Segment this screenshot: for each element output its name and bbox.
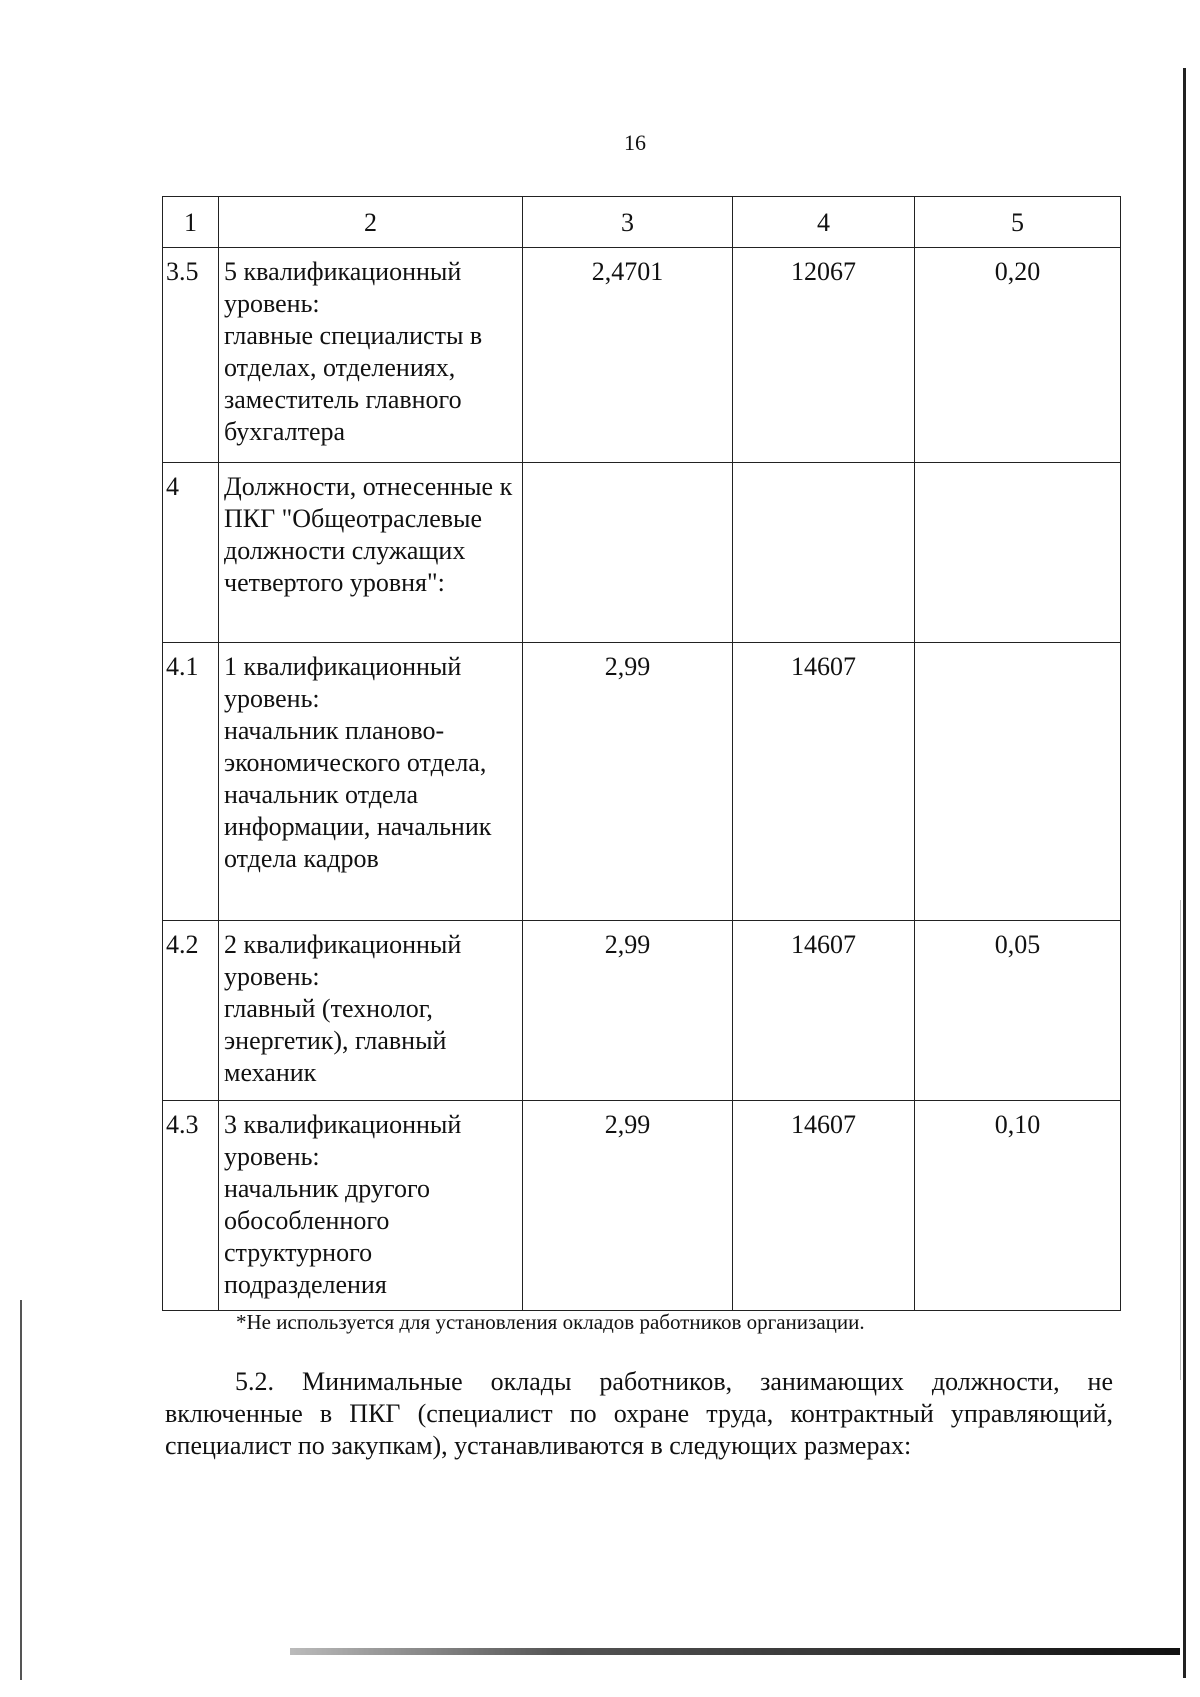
scan-bottom-rule	[290, 1648, 1180, 1655]
position-name: Должности, отнесенные к ПКГ "Общеотраслевые должности служащих четвертого уровня":	[219, 463, 523, 643]
salary: 14607	[733, 643, 915, 921]
table-row	[163, 921, 1121, 1101]
table-row	[163, 248, 1121, 463]
row-number: 4.1	[163, 643, 219, 921]
scan-edge	[1180, 900, 1181, 1380]
allowance: 0,20	[915, 248, 1121, 463]
allowance	[915, 463, 1121, 643]
row-number: 4	[163, 463, 219, 643]
table-row	[163, 643, 1121, 921]
column-header: 1	[163, 197, 219, 248]
coefficient: 2,99	[523, 1101, 733, 1311]
position-name: 2 квалификационный уровень: главный (технолог, энергетик), главный механик	[219, 921, 523, 1101]
column-header: 2	[219, 197, 523, 248]
column-header: 5	[915, 197, 1121, 248]
salary	[733, 463, 915, 643]
scan-edge	[1183, 68, 1186, 1678]
body-paragraph: 5.2. Минимальные оклады работников, занимающих должности, не включенные в ПКГ (специалист по охране труда, контрактный управляющий, специалист по закупкам), устанавливаются в следующих размерах:	[165, 1367, 1113, 1460]
row-number: 4.3	[163, 1101, 219, 1311]
allowance: 0,10	[915, 1101, 1121, 1311]
position-name: 1 квалификационный уровень: начальник планово-экономического отдела, начальник отдела информации, начальник отдела кадров	[219, 643, 523, 921]
scan-edge	[20, 1300, 22, 1680]
row-number: 4.2	[163, 921, 219, 1101]
allowance	[915, 643, 1121, 921]
salary: 14607	[733, 1101, 915, 1311]
coefficient: 2,99	[523, 921, 733, 1101]
column-header: 3	[523, 197, 733, 248]
table-row	[163, 1101, 1121, 1311]
coefficient: 2,99	[523, 643, 733, 921]
salary-table	[162, 196, 1121, 1311]
allowance: 0,05	[915, 921, 1121, 1101]
footnote: *Не используется для установления окладов работников организации.	[236, 1310, 865, 1334]
position-name: 3 квалификационный уровень: начальник другого обособленного структурного подразделения	[219, 1101, 523, 1311]
page-number: 16	[624, 130, 646, 155]
table-header-row	[163, 197, 1121, 248]
salary: 12067	[733, 248, 915, 463]
salary: 14607	[733, 921, 915, 1101]
column-header: 4	[733, 197, 915, 248]
position-name: 5 квалификационный уровень: главные специалисты в отделах, отделениях, заместитель главного бухгалтера	[219, 248, 523, 463]
coefficient	[523, 463, 733, 643]
row-number: 3.5	[163, 248, 219, 463]
table-row	[163, 463, 1121, 643]
coefficient: 2,4701	[523, 248, 733, 463]
